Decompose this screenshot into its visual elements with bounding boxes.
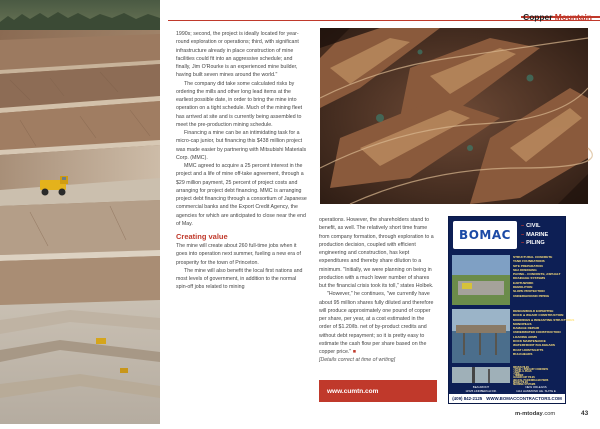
ad-phone[interactable]: (409) 842-2125 xyxy=(452,396,483,401)
section-title xyxy=(523,12,592,22)
ad-address-beaumont: BEAUMONT 11525 LINDBERGH DR. xyxy=(465,385,497,393)
article-column-1 xyxy=(176,30,308,292)
paragraph: The company did take some calculated risks by ordering the mills and other long lead items at the earliest possible date, in order to bring the mine into operation on a tight schedule. Much of the mining fleet has arrived at site and is currently being assembled to meet the pre-production mining schedule. xyxy=(176,80,303,128)
article-column-2 xyxy=(319,216,437,365)
bomac-logo xyxy=(453,221,517,249)
publication-site[interactable]: m-mtoday.com xyxy=(515,411,556,417)
paragraph: Financing a mine can be an intimidating task for a micro-cap junior, but financing this $438 million project was made easier by partnering with Mitsubishi Materials Corp. (MMC). xyxy=(176,130,307,161)
ad-tag: – MARINE xyxy=(521,231,549,238)
ad-tag-list xyxy=(521,222,565,248)
copper-ore-photo xyxy=(320,28,588,204)
ad-services-piling: DRIVEN PILES • STEEL / PRECAST CONCRETE • STEEL H-PILES • PIPE • TIMBER AUGERCAST PILES HELICAL PILES/DRILLED PIERS SHEET PILES SHORING SYSTEMS xyxy=(513,367,549,386)
subheading: Creating value xyxy=(176,232,228,241)
ad-services-civil: STRUCTURAL CONCRETE TANK FOUNDATIONS SITE PREPARATION SEA DREDGING PAVING - CONCRETE, ASPHALT DRAINAGE SYSTEMS EARTHWORK DEMOLITION SLOPE PROTECTION UNDERGROUND PIPING xyxy=(513,255,561,298)
paragraph: The mine will also benefit the local first nations and most levels of government, in addition to the normal spin-off jobs related to mining xyxy=(176,267,303,291)
page-number: 43 xyxy=(581,410,589,417)
ad-photo-marine xyxy=(452,309,510,363)
ad-services-marine: DESIGN/BUILD EXPERTISE DOCK & WHARF CONSTRUCTION MOORINGS & BREASTING STRUCTURES MONOPILES DAMAGE REPAIR UNDERWATER CONSTRUCTION LOADING ARMS DOCK MAINTENANCE WATERFRONT BULKHEADS BOAT HOISTS/LIFTS BULKHEADS xyxy=(513,309,575,356)
paragraph: 1990s; second, the project is ideally located for year-round exploration or operations; third, with significant infrastructure already in place construction of mine facilities could fit into an aggressive schedule; and finally, Jim O'Rourke is an experienced mine builder, having built seven mines around the world." xyxy=(176,31,299,79)
ad-contact-bar xyxy=(449,394,565,403)
paragraph: MMC agreed to acquire a 25 percent interest in the project and a life of mine off-take agreement, through a $29 million payment, 25 percent of project costs and arranging for project debt financing. MMC is arranging project debt financing through a consortium of Japanese commercial banks and the Export Credit Agency, the agencies for which are anticipated to close near the end of May. xyxy=(176,163,307,227)
paragraph: "However," he continues, "we currently have about 95 million shares fully diluted and therefore will produce approximately one pound of copper per share, per year, at a cost estimated in the order of $1.20/lb. net of by-product credits and without debt repayment; so it is pretty easy to estimate the cash flow per share based on the copper price." xyxy=(319,291,434,355)
end-mark: ■ xyxy=(352,349,356,355)
ad-website[interactable]: WWW.BOMACCONTRACTORS.COM xyxy=(486,396,562,401)
ad-tag: – PILING xyxy=(521,240,545,246)
section-title-word2: Mountain xyxy=(554,12,592,22)
section-title-word1: Copper xyxy=(523,12,553,22)
ad-photo-piling xyxy=(452,367,510,383)
paragraph: The mine will create about 260 full-time jobs when it goes into operation next summer, fueling a new era of prosperity for the town of Princeton. xyxy=(176,243,301,266)
open-pit-mine-photo xyxy=(0,0,160,424)
ad-tag: – CIVIL xyxy=(521,223,541,229)
company-website-link[interactable]: www.cumtn.com xyxy=(319,380,437,402)
details-note: [Details correct at time of writing] xyxy=(319,357,396,364)
bomac-logo-text: BOMAC xyxy=(459,228,511,242)
ad-photo-site-work xyxy=(452,255,510,305)
paragraph: operations. However, the shareholders stand to benefit, as well. The relatively short time frame from company formation, through exploration to a production decision, coupled with efficient engineering and construction, has kept expenditures and thereby share dilution to a minimum. "Initially, we were planning on being in production with a much lower number of shares but the financial crisis took its toll," states Holbek. xyxy=(319,217,434,289)
ad-address-new-orleans: NEW ORLEANS 1112 HAMMOND HE. SUITE E xyxy=(516,385,556,393)
bomac-advertisement[interactable] xyxy=(448,216,575,404)
